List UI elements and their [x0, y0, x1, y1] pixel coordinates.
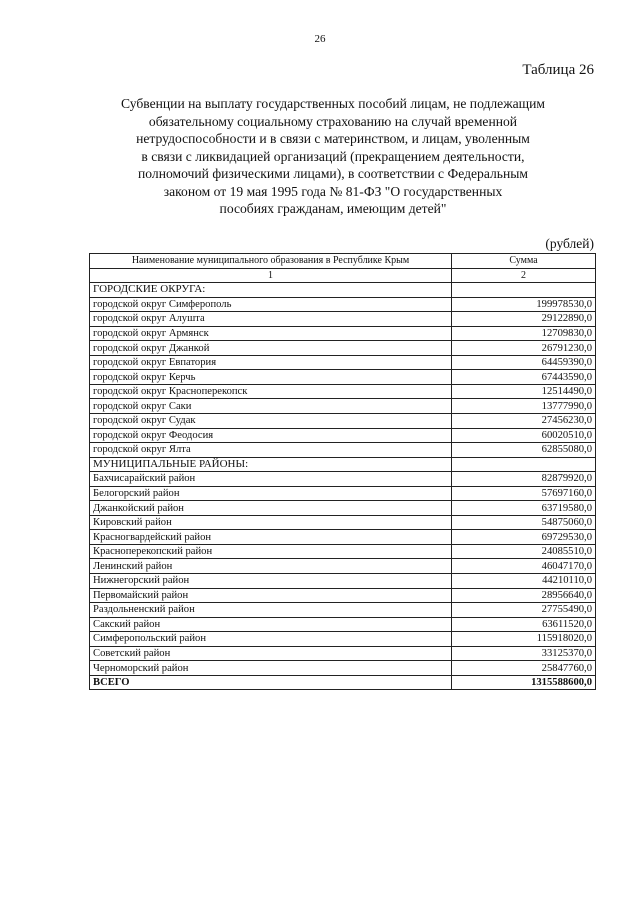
table-row [90, 414, 596, 429]
subsidy-amount: 27755490,0 [452, 603, 596, 618]
page-number: 26 [314, 33, 326, 45]
title-line: нетрудоспособности и в связи с материнством, и лицам, уволенным [136, 131, 530, 146]
title-line: законом от 19 мая 1995 года № 81-ФЗ "О государственных [163, 183, 503, 199]
subsidy-amount: 24085510,0 [452, 544, 596, 559]
municipality-name: Сакский район [90, 617, 452, 632]
document-title [88, 95, 578, 218]
section-heading-row [90, 283, 596, 298]
municipality-name: Симферопольский район [90, 632, 452, 647]
municipality-name: городской округ Саки [90, 399, 452, 414]
subsidy-amount: 46047170,0 [452, 559, 596, 574]
municipality-name: Кировский район [90, 515, 452, 530]
municipality-name: Советский район [90, 646, 452, 661]
section-heading-sum-empty [452, 457, 596, 472]
table-row [90, 443, 596, 458]
subsidy-amount: 63611520,0 [452, 617, 596, 632]
table-row [90, 326, 596, 341]
title-line: полномочий физическими лицами), в соответствии с Федеральным [138, 166, 528, 181]
municipality-name: городской округ Судак [90, 414, 452, 429]
subsidy-amount: 67443590,0 [452, 370, 596, 385]
table-row [90, 515, 596, 530]
header-sum: Сумма [452, 254, 596, 269]
subsidy-amount: 62855080,0 [452, 443, 596, 458]
table-row [90, 355, 596, 370]
municipality-name: Джанкойский район [90, 501, 452, 516]
municipality-name: Белогорский район [90, 486, 452, 501]
table-row [90, 559, 596, 574]
title-line: Субвенции на выплату государственных пособий лицам, не подлежащим [121, 96, 545, 111]
table-row [90, 661, 596, 676]
column-number-2: 2 [452, 268, 596, 283]
title-line: пособиях гражданам, имеющим детей" [219, 201, 447, 216]
total-label: ВСЕГО [90, 675, 452, 690]
municipality-name: городской округ Керчь [90, 370, 452, 385]
table-label: Таблица 26 [522, 62, 594, 78]
municipality-name: городской округ Евпатория [90, 355, 452, 370]
municipality-name: Ленинский район [90, 559, 452, 574]
subsidy-table [89, 253, 596, 690]
municipality-name: Красноперекопский район [90, 544, 452, 559]
subsidy-amount: 57697160,0 [452, 486, 596, 501]
unit-note: (рублей) [545, 236, 594, 251]
table-row [90, 646, 596, 661]
total-amount: 1315588600,0 [452, 675, 596, 690]
municipality-name: Нижнегорский район [90, 574, 452, 589]
subsidy-amount: 64459390,0 [452, 355, 596, 370]
subsidy-amount: 60020510,0 [452, 428, 596, 443]
subsidy-amount: 12514490,0 [452, 384, 596, 399]
table-row [90, 486, 596, 501]
table-header-row [90, 254, 596, 269]
subsidy-amount: 27456230,0 [452, 414, 596, 429]
table-row [90, 574, 596, 589]
subsidy-amount: 115918020,0 [452, 632, 596, 647]
subsidy-amount: 28956640,0 [452, 588, 596, 603]
table-row [90, 544, 596, 559]
table-row [90, 370, 596, 385]
section-heading: МУНИЦИПАЛЬНЫЕ РАЙОНЫ: [90, 457, 452, 472]
title-line: обязательному социальному страхованию на случай временной [148, 113, 518, 129]
column-number-row [90, 268, 596, 283]
municipality-name: Черноморский район [90, 661, 452, 676]
table-row [90, 312, 596, 327]
municipality-name: городской округ Алушта [90, 312, 452, 327]
table-row [90, 632, 596, 647]
subsidy-amount: 12709830,0 [452, 326, 596, 341]
subsidy-amount: 26791230,0 [452, 341, 596, 356]
municipality-name: Раздольненский район [90, 603, 452, 618]
table-row [90, 297, 596, 312]
subsidy-amount: 44210110,0 [452, 574, 596, 589]
municipality-name: Бахчисарайский район [90, 472, 452, 487]
subsidy-amount: 25847760,0 [452, 661, 596, 676]
municipality-name: городской округ Симферополь [90, 297, 452, 312]
column-number-1: 1 [90, 268, 452, 283]
municipality-name: Первомайский район [90, 588, 452, 603]
section-heading: ГОРОДСКИЕ ОКРУГА: [90, 283, 452, 298]
municipality-name: городской округ Ялта [90, 443, 452, 458]
table-body [90, 254, 596, 690]
table-row [90, 617, 596, 632]
subsidy-amount: 13777990,0 [452, 399, 596, 414]
section-heading-sum-empty [452, 283, 596, 298]
section-heading-row [90, 457, 596, 472]
header-name: Наименование муниципального образования в Республике Крым [90, 254, 452, 269]
table-row [90, 472, 596, 487]
table-row [90, 603, 596, 618]
table-row [90, 428, 596, 443]
table-row [90, 341, 596, 356]
table-row [90, 588, 596, 603]
municipality-name: Красногвардейский район [90, 530, 452, 545]
municipality-name: городской округ Джанкой [90, 341, 452, 356]
table-row [90, 384, 596, 399]
table-row [90, 530, 596, 545]
subsidy-amount: 29122890,0 [452, 312, 596, 327]
subsidy-amount: 69729530,0 [452, 530, 596, 545]
municipality-name: городской округ Феодосия [90, 428, 452, 443]
table-row [90, 501, 596, 516]
total-row [90, 675, 596, 690]
subsidy-amount: 33125370,0 [452, 646, 596, 661]
subsidy-amount: 63719580,0 [452, 501, 596, 516]
subsidy-amount: 199978530,0 [452, 297, 596, 312]
table-row [90, 399, 596, 414]
subsidy-amount: 82879920,0 [452, 472, 596, 487]
municipality-name: городской округ Красноперекопск [90, 384, 452, 399]
municipality-name: городской округ Армянск [90, 326, 452, 341]
subsidy-amount: 54875060,0 [452, 515, 596, 530]
title-line: в связи с ликвидацией организаций (прекращением деятельности, [141, 148, 525, 164]
